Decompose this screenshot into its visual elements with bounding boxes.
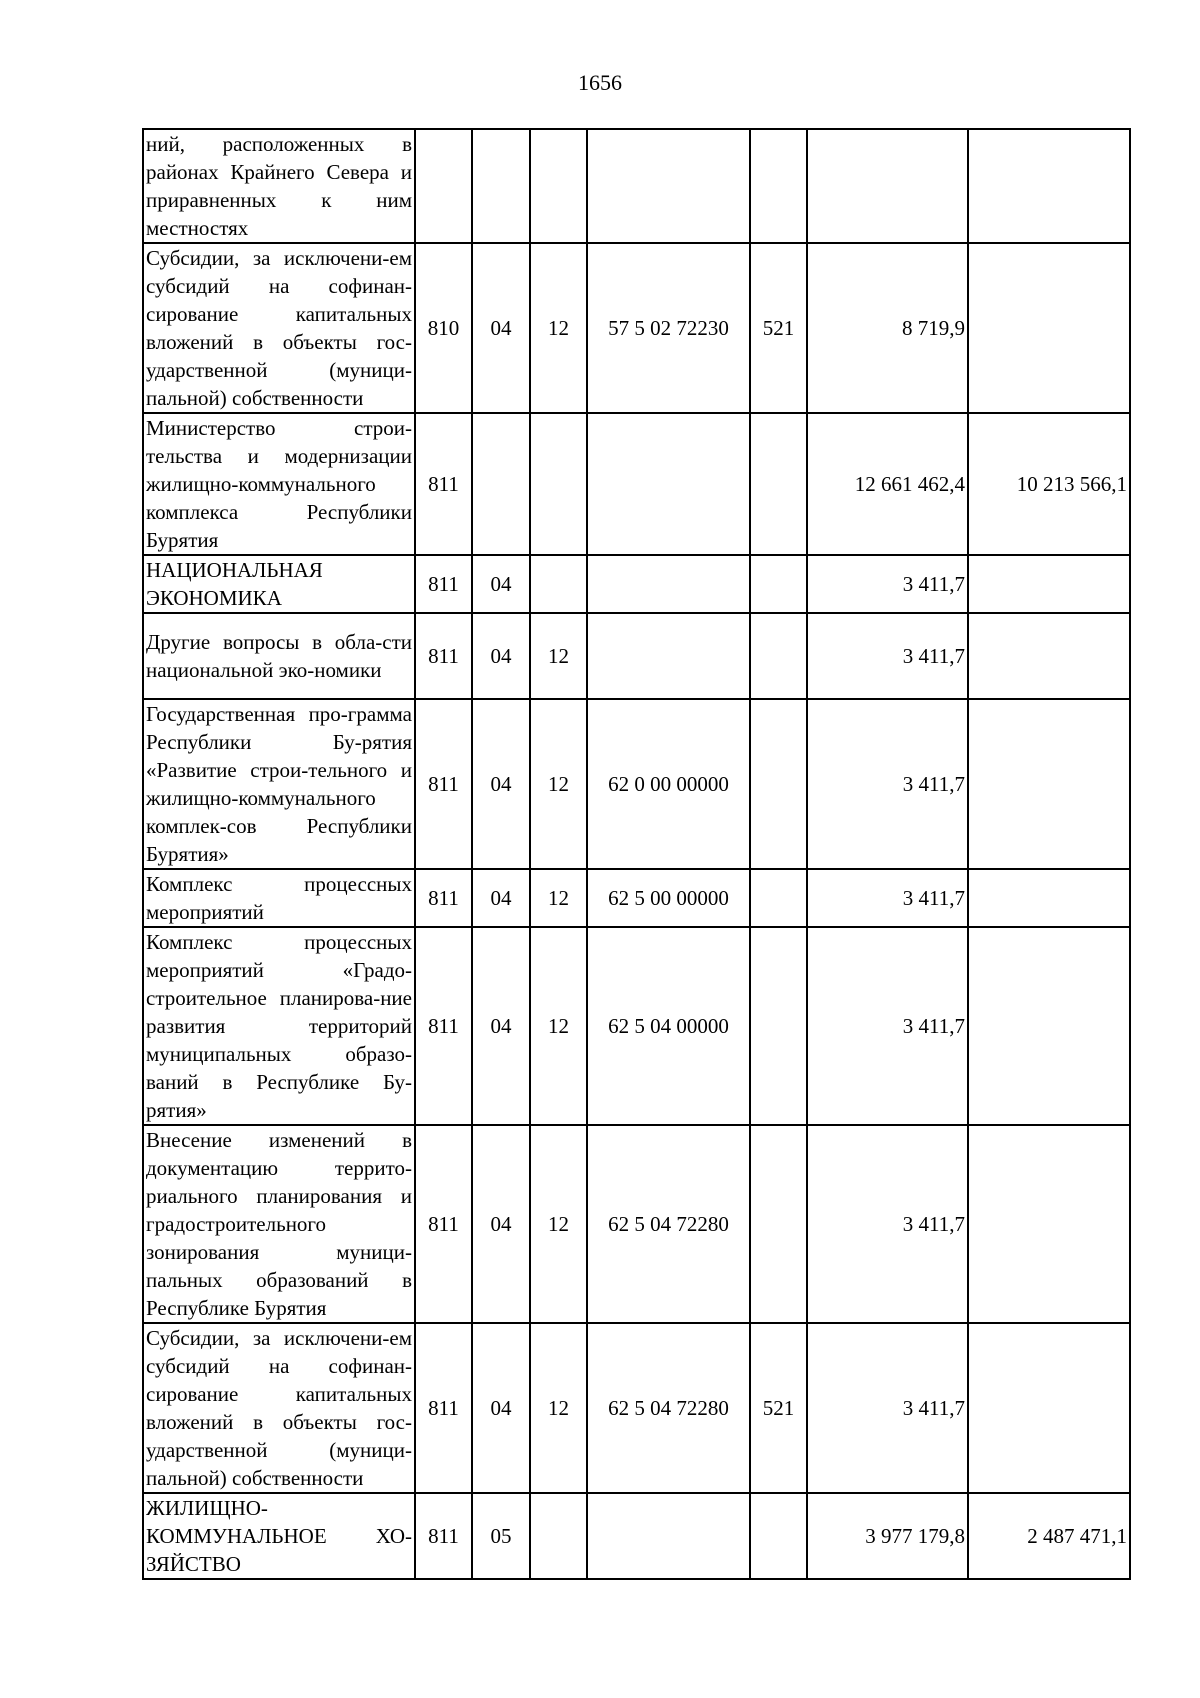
- section-code: [472, 413, 530, 555]
- subsection-code: [530, 1493, 587, 1579]
- row-name: Комплекс процессных мероприятий «Градо-строительное планирова-ние развития территорий муниципальных образо-ваний в Республике Бу-рятия»: [143, 927, 415, 1125]
- table-body: [143, 129, 1130, 1579]
- target-article-code: 62 5 00 00000: [587, 869, 750, 927]
- section-code: 04: [472, 869, 530, 927]
- amount-year-1: 8 719,9: [807, 243, 968, 413]
- target-article-code: 62 0 00 00000: [587, 699, 750, 869]
- subsection-code: 12: [530, 1125, 587, 1323]
- table-row: [143, 413, 1130, 555]
- row-name: Государственная про-грамма Республики Бу-рятия «Развитие строи-тельного и жилищно-коммунального комплек-сов Республики Бурятия»: [143, 699, 415, 869]
- table-row: [143, 1125, 1130, 1323]
- amount-year-2: [968, 869, 1130, 927]
- expense-type-code: 521: [750, 243, 807, 413]
- subsection-code: 12: [530, 869, 587, 927]
- table-row: [143, 1493, 1130, 1579]
- subsection-code: 12: [530, 927, 587, 1125]
- amount-year-2: 10 213 566,1: [968, 413, 1130, 555]
- row-name: Комплекс процессных мероприятий: [143, 869, 415, 927]
- expense-type-code: [750, 927, 807, 1125]
- expense-type-code: [750, 613, 807, 699]
- expense-type-code: [750, 1493, 807, 1579]
- table-row: [143, 129, 1130, 243]
- row-name: Другие вопросы в обла-сти национальной эко-номики: [143, 613, 415, 699]
- row-name: НАЦИОНАЛЬНАЯ ЭКОНОМИКА: [143, 555, 415, 613]
- expense-type-code: [750, 129, 807, 243]
- ministry-code: 811: [415, 1323, 472, 1493]
- amount-year-2: [968, 927, 1130, 1125]
- ministry-code: 811: [415, 927, 472, 1125]
- row-name: Внесение изменений в документацию террито-риального планирования и градостроительного зонирования муници-пальных образований в Республике Бурятия: [143, 1125, 415, 1323]
- row-name: Субсидии, за исключени-ем субсидий на софинан-сирование капитальных вложений в объекты гос-ударственной (муници-пальной) собственности: [143, 1323, 415, 1493]
- section-code: 04: [472, 927, 530, 1125]
- budget-table: [142, 128, 1131, 1580]
- subsection-code: [530, 555, 587, 613]
- amount-year-1: 3 411,7: [807, 613, 968, 699]
- ministry-code: 811: [415, 869, 472, 927]
- table-row: [143, 613, 1130, 699]
- section-code: 04: [472, 243, 530, 413]
- ministry-code: 810: [415, 243, 472, 413]
- ministry-code: 811: [415, 699, 472, 869]
- ministry-code: 811: [415, 1493, 472, 1579]
- amount-year-2: [968, 613, 1130, 699]
- section-code: 04: [472, 555, 530, 613]
- ministry-code: 811: [415, 613, 472, 699]
- target-article-code: 62 5 04 72280: [587, 1323, 750, 1493]
- amount-year-2: [968, 1323, 1130, 1493]
- expense-type-code: [750, 555, 807, 613]
- section-code: 04: [472, 613, 530, 699]
- amount-year-2: 2 487 471,1: [968, 1493, 1130, 1579]
- ministry-code: [415, 129, 472, 243]
- section-code: [472, 129, 530, 243]
- target-article-code: 57 5 02 72230: [587, 243, 750, 413]
- ministry-code: 811: [415, 555, 472, 613]
- amount-year-1: 3 411,7: [807, 1125, 968, 1323]
- subsection-code: 12: [530, 1323, 587, 1493]
- page-number: 1656: [578, 70, 622, 95]
- target-article-code: 62 5 04 00000: [587, 927, 750, 1125]
- subsection-code: 12: [530, 613, 587, 699]
- subsection-code: [530, 413, 587, 555]
- target-article-code: [587, 555, 750, 613]
- expense-type-code: [750, 1125, 807, 1323]
- amount-year-2: [968, 699, 1130, 869]
- amount-year-1: 3 411,7: [807, 699, 968, 869]
- amount-year-1: 3 411,7: [807, 1323, 968, 1493]
- target-article-code: [587, 1493, 750, 1579]
- section-code: 04: [472, 1323, 530, 1493]
- amount-year-1: 3 411,7: [807, 869, 968, 927]
- amount-year-1: 3 411,7: [807, 927, 968, 1125]
- expense-type-code: [750, 869, 807, 927]
- row-name: ний, расположенных в районах Крайнего Севера и приравненных к ним местностях: [143, 129, 415, 243]
- ministry-code: 811: [415, 1125, 472, 1323]
- target-article-code: 62 5 04 72280: [587, 1125, 750, 1323]
- table-row: [143, 699, 1130, 869]
- amount-year-1: 3 977 179,8: [807, 1493, 968, 1579]
- amount-year-1: 3 411,7: [807, 555, 968, 613]
- ministry-code: 811: [415, 413, 472, 555]
- target-article-code: [587, 613, 750, 699]
- amount-year-2: [968, 555, 1130, 613]
- section-code: 04: [472, 699, 530, 869]
- section-code: 05: [472, 1493, 530, 1579]
- table-row: [143, 1323, 1130, 1493]
- subsection-code: 12: [530, 243, 587, 413]
- table-row: [143, 869, 1130, 927]
- target-article-code: [587, 413, 750, 555]
- row-name: Субсидии, за исключени-ем субсидий на софинан-сирование капитальных вложений в объекты гос-ударственной (муници-пальной) собственности: [143, 243, 415, 413]
- expense-type-code: [750, 699, 807, 869]
- table-row: [143, 243, 1130, 413]
- subsection-code: 12: [530, 699, 587, 869]
- table-row: [143, 927, 1130, 1125]
- amount-year-2: [968, 243, 1130, 413]
- amount-year-1: [807, 129, 968, 243]
- section-code: 04: [472, 1125, 530, 1323]
- row-name: ЖИЛИЩНО-КОММУНАЛЬНОЕ ХО-ЗЯЙСТВО: [143, 1493, 415, 1579]
- target-article-code: [587, 129, 750, 243]
- amount-year-1: 12 661 462,4: [807, 413, 968, 555]
- expense-type-code: 521: [750, 1323, 807, 1493]
- amount-year-2: [968, 129, 1130, 243]
- expense-type-code: [750, 413, 807, 555]
- amount-year-2: [968, 1125, 1130, 1323]
- row-name: Министерство строи-тельства и модернизации жилищно-коммунального комплекса Республики Бурятия: [143, 413, 415, 555]
- table-row: [143, 555, 1130, 613]
- subsection-code: [530, 129, 587, 243]
